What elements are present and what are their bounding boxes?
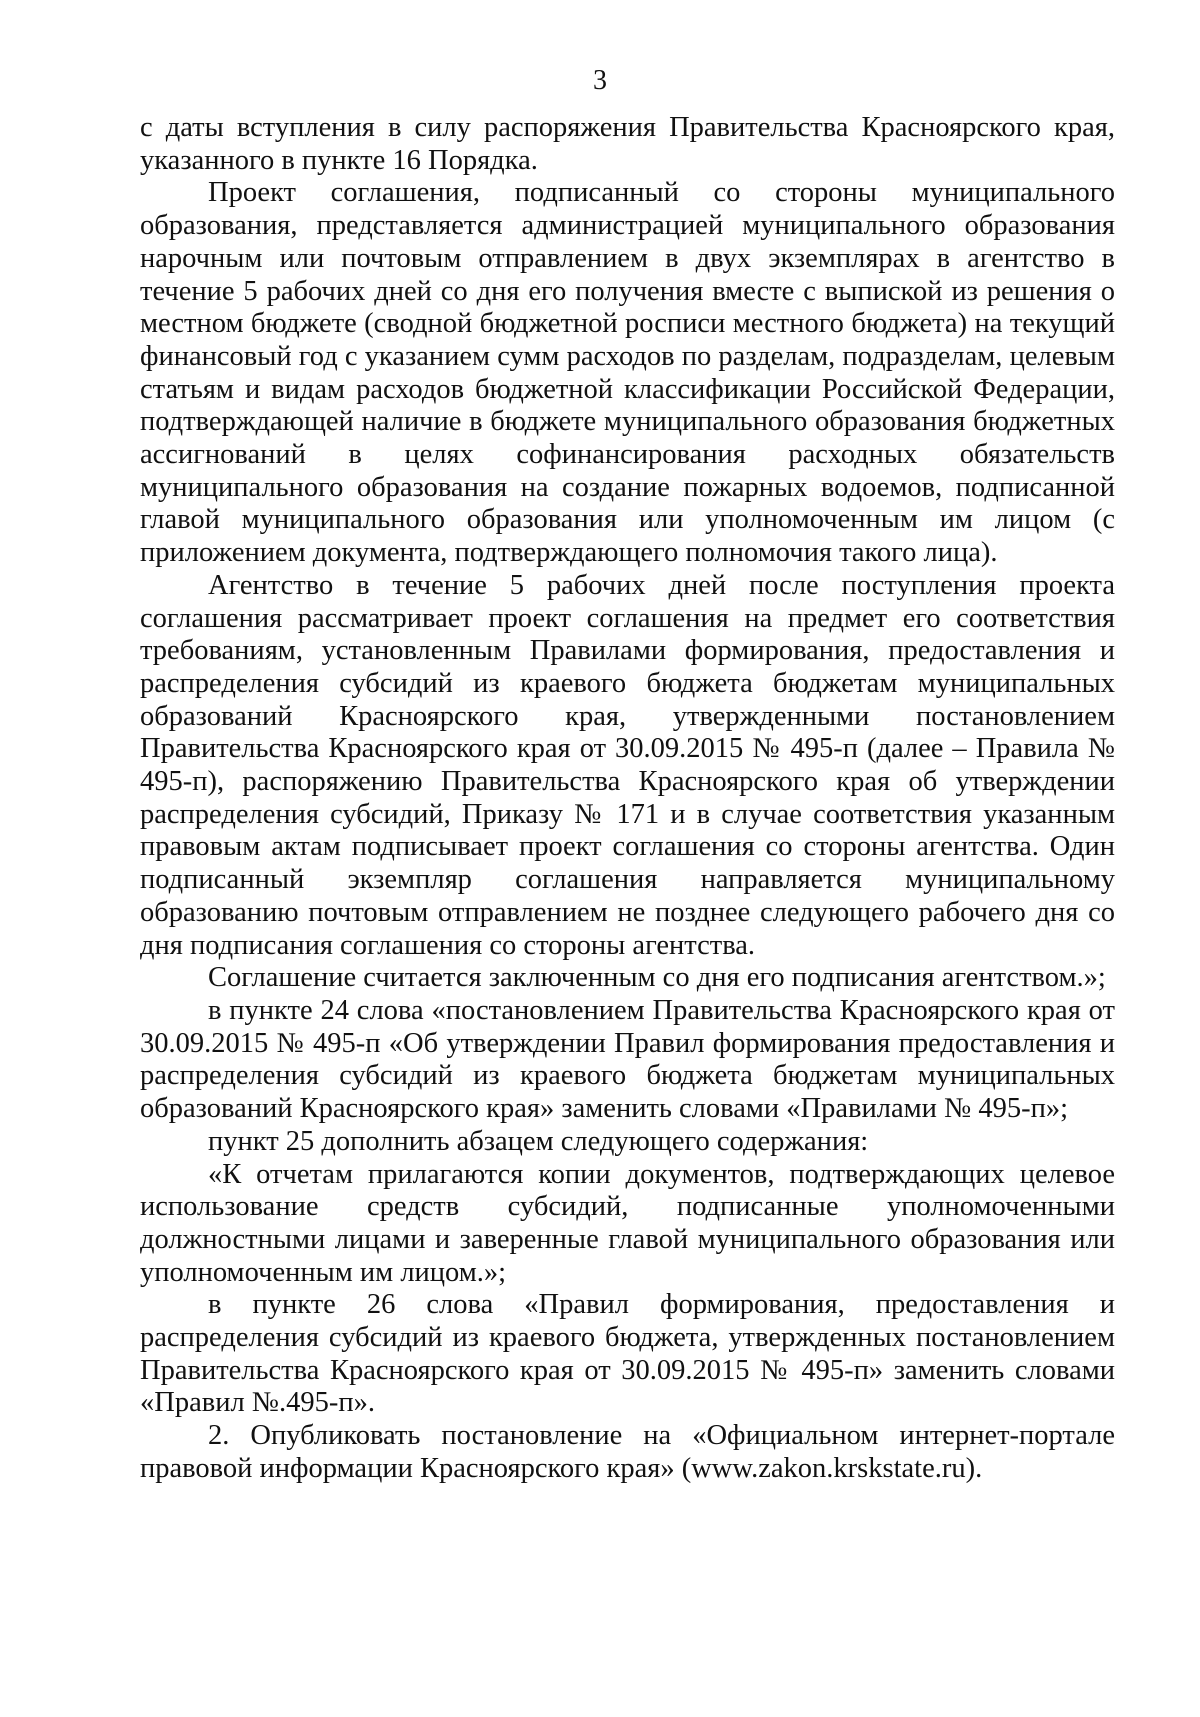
paragraph-agreement-concluded: Соглашение считается заключенным со дня его подписания агентством.»; <box>208 962 1106 994</box>
page-number: 3 <box>593 65 607 96</box>
paragraph-reports-attachments: «К отчетам прилагаются копии документов, подтверждающих целевое использование средств субсидий, подписанные уполномоченными должностными лицами и заверенные главой муниципального образования или уполномоченным им лицом.»; <box>140 1158 1115 1288</box>
paragraph-publish: 2. Опубликовать постановление на «Официальном интернет-портале правовой информации Красноярского края» (www.zakon.krskstate.ru). <box>140 1420 1115 1484</box>
paragraph-clause-25: пункт 25 дополнить абзацем следующего содержания: <box>208 1125 869 1157</box>
document-body <box>140 112 1115 1486</box>
paragraph-clause-26: в пункте 26 слова «Правил формирования, предоставления и распределения субсидий из краевого бюджета, утвержденных постановлением Правительства Красноярского края от 30.09.2015 № 495-п» заменить словами «Правил №.495-п». <box>140 1289 1115 1419</box>
paragraph-continuation: с даты вступления в силу распоряжения Правительства Красноярского края, указанного в пункте 16 Порядка. <box>140 112 1115 176</box>
paragraph-agency-review: Агентство в течение 5 рабочих дней после поступления проекта соглашения рассматривает проект соглашения на предмет его соответствия требованиям, установленным Правилами формирования, предоставления и распределения субсидий из краевого бюджета бюджетам муниципальных образований Красноярского края, утвержденными постановлением Правительства Красноярского края от 30.09.2015 № 495-п (далее – Правила № 495-п), распоряжению Правительства Красноярского края об утверждении распределения субсидий, Приказу № 171 и в случае соответствия указанным правовым актам подписывает проект соглашения со стороны агентства. Один подписанный экземпляр соглашения направляется муниципальному образованию почтовым отправлением не позднее следующего рабочего дня со дня подписания соглашения со стороны агентства. <box>140 569 1115 961</box>
paragraph-agreement-draft: Проект соглашения, подписанный со стороны муниципального образования, представляется администрацией муниципального образования нарочным или почтовым отправлением в двух экземплярах в агентство в течение 5 рабочих дней со дня его получения вместе с выпиской из решения о местном бюджете (сводной бюджетной росписи местного бюджета) на текущий финансовый год с указанием сумм расходов по разделам, подразделам, целевым статьям и видам расходов бюджетной классификации Российской Федерации, подтверждающей наличие в бюджете муниципального образования бюджетных ассигнований в целях софинансирования расходных обязательств муниципального образования на создание пожарных водоемов, подписанной главой муниципального образования или уполномоченным им лицом (с приложением документа, подтверждающего полномочия такого лица). <box>140 177 1115 569</box>
paragraph-clause-24: в пункте 24 слова «постановлением Правительства Красноярского края от 30.09.2015 № 495-п «Об утверждении Правил формирования предоставления и распределения субсидий из краевого бюджета бюджетам муниципальных образований Красноярского края» заменить словами «Правилами № 495-п»; <box>140 994 1115 1125</box>
